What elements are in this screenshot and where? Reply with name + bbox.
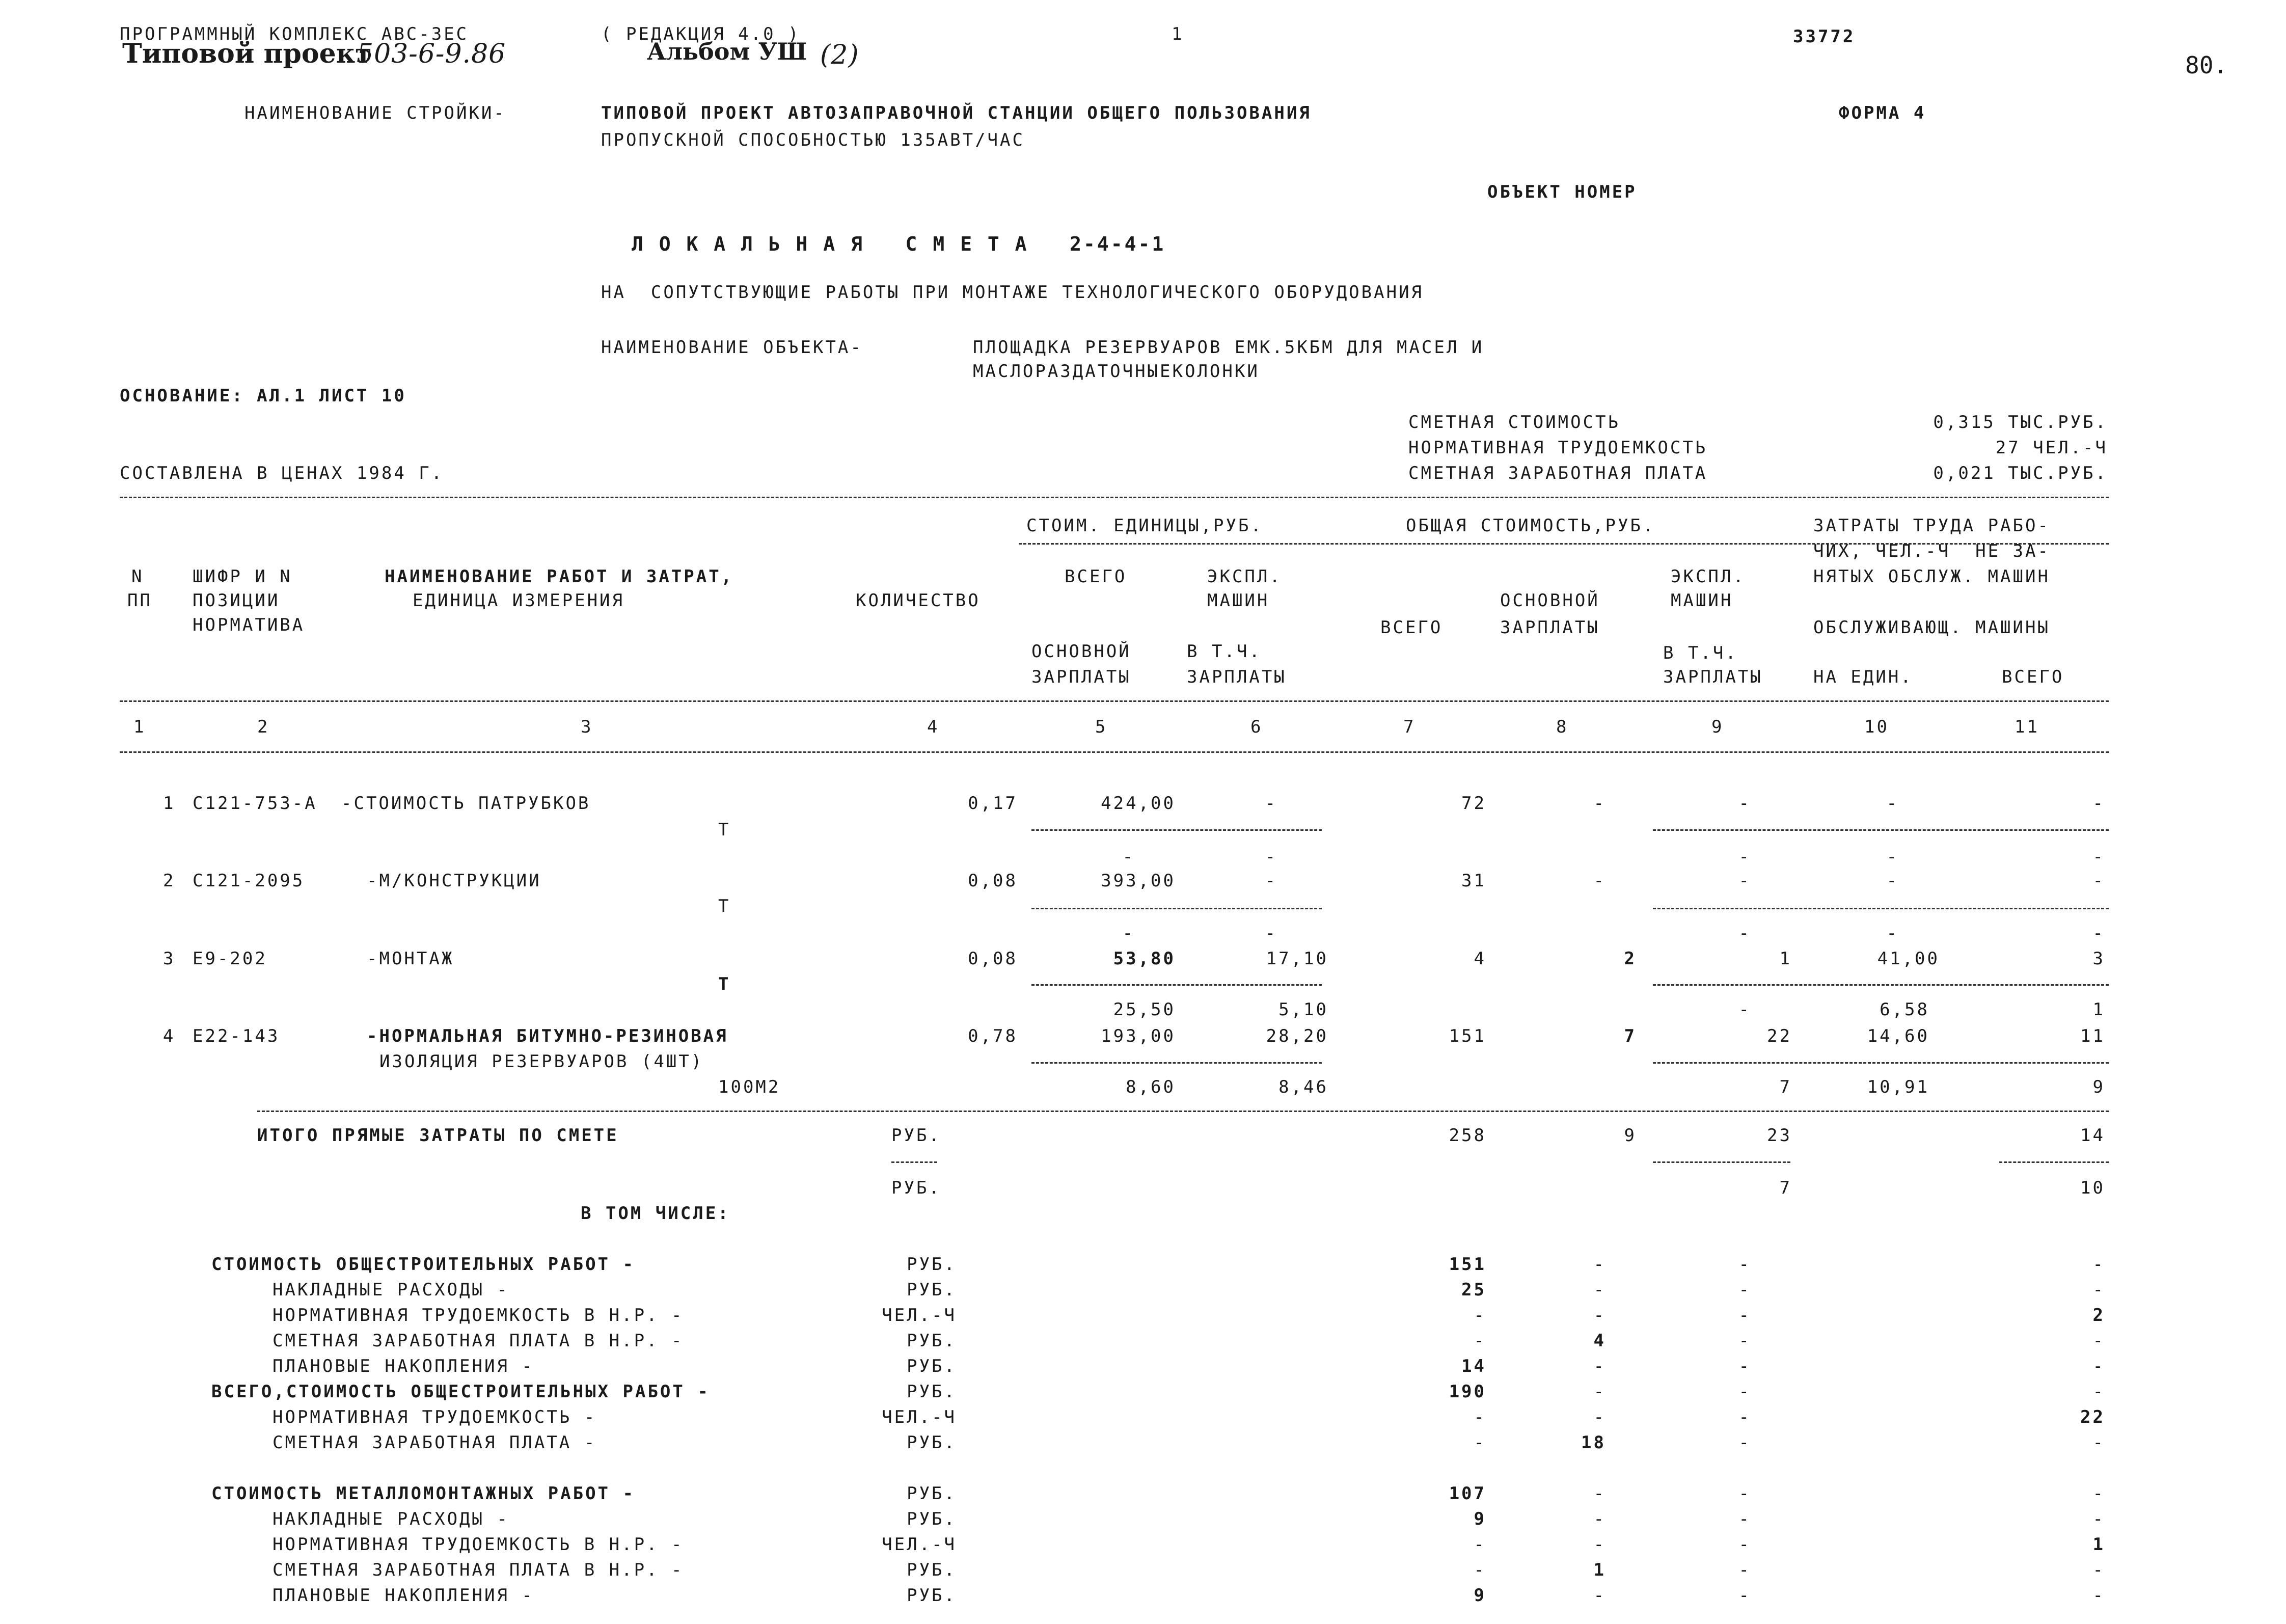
- row-unit-wages: -: [1122, 923, 1135, 943]
- row-subrule: [1031, 984, 1322, 986]
- row-total-wages: 7: [1624, 1026, 1637, 1046]
- row-unit-total: 53,80: [1113, 949, 1176, 969]
- breakdown-unit: ЧЕЛ.-Ч: [882, 1534, 957, 1555]
- breakdown-unit: РУБ.: [907, 1585, 957, 1606]
- row-total: 151: [1449, 1026, 1486, 1046]
- breakdown-unit: РУБ.: [907, 1432, 957, 1453]
- colhead-labor-4: ОБСЛУЖИВАЮЩ. МАШИНЫ: [1813, 617, 2050, 638]
- summary-value: 0,021 ТЫС.РУБ.: [1933, 463, 2108, 483]
- colhead-total-machines: МАШИН: [1671, 590, 1733, 611]
- column-number: 3: [581, 717, 593, 737]
- breakdown-labor: 22: [2080, 1407, 2105, 1427]
- totals-subrule: [1999, 1161, 2109, 1163]
- breakdown-labor: -: [2092, 1432, 2105, 1453]
- row-name-2: ИЗОЛЯЦИЯ РЕЗЕРВУАРОВ (4ШТ): [379, 1051, 704, 1072]
- summary-value: 27 ЧЕЛ.-Ч: [1995, 438, 2108, 458]
- breakdown-label: НОРМАТИВНАЯ ТРУДОЕМКОСТЬ -: [273, 1407, 597, 1427]
- breakdown-total: -: [1474, 1331, 1486, 1351]
- row-unit-wages: 25,50: [1113, 999, 1176, 1020]
- breakdown-unit: РУБ.: [907, 1560, 957, 1580]
- row-subrule: [1653, 1062, 2109, 1064]
- row-unit: 100М2: [718, 1077, 781, 1097]
- row-labor-total: -: [2092, 871, 2105, 891]
- row-labor-unit: 14,60: [1867, 1026, 1929, 1046]
- breakdown-wages: -: [1593, 1534, 1606, 1555]
- breakdown-wages: -: [1593, 1356, 1606, 1376]
- breakdown-wages: -: [1593, 1509, 1606, 1529]
- column-number: 6: [1250, 717, 1263, 737]
- breakdown-label: НОРМАТИВНАЯ ТРУДОЕМКОСТЬ В Н.Р. -: [273, 1534, 684, 1555]
- summary-label: СМЕТНАЯ ЗАРАБОТНАЯ ПЛАТА: [1408, 463, 1708, 483]
- row-labor-total: 11: [2080, 1026, 2105, 1046]
- estimate-subject: НА СОПУТСТВУЮЩИЕ РАБОТЫ ПРИ МОНТАЖЕ ТЕХНОЛОГИЧЕСКОГО ОБОРУДОВАНИЯ: [601, 282, 1424, 303]
- project-number: 503-6-9.86: [357, 39, 506, 69]
- including-label: В ТОМ ЧИСЛЕ:: [581, 1203, 730, 1224]
- row-unit: Т: [718, 820, 731, 840]
- colhead-total-incl-wages: ЗАРПЛАТЫ: [1663, 667, 1763, 687]
- estimate-title: Л О К А Л Ь Н А Я С М Е Т А 2-4-4-1: [632, 233, 1166, 255]
- row-qty: 0,08: [968, 949, 1018, 969]
- object-name-line1: ПЛОЩАДКА РЕЗЕРВУАРОВ ЕМК.5КБМ ДЛЯ МАСЕЛ И: [973, 337, 1484, 358]
- row-name: -МОНТАЖ: [367, 949, 454, 969]
- breakdown-expl: -: [1738, 1407, 1751, 1427]
- prices-label: СОСТАВЛЕНА В ЦЕНАХ 1984 Г.: [120, 463, 444, 483]
- breakdown-total: -: [1474, 1305, 1486, 1325]
- edition-label: ( РЕДАКЦИЯ 4.0 ): [601, 24, 801, 44]
- document-number: 33772: [1793, 26, 1856, 47]
- object-name-line2: МАСЛОРАЗДАТОЧНЫЕКОЛОНКИ: [973, 361, 1260, 382]
- row-total-expl-wages: -: [1738, 999, 1751, 1020]
- row-total-expl: 22: [1767, 1026, 1792, 1046]
- column-number: 4: [927, 717, 940, 737]
- row-unit-expl-wages: -: [1265, 923, 1277, 943]
- row-code: Е9-202: [193, 949, 267, 969]
- breakdown-unit: РУБ.: [907, 1254, 957, 1275]
- column-number: 5: [1095, 717, 1108, 737]
- row-qty: 0,78: [968, 1026, 1018, 1046]
- colhead-code-2: ПОЗИЦИИ: [193, 590, 280, 611]
- breakdown-wages: 1: [1593, 1560, 1606, 1580]
- totals-wages: 9: [1624, 1125, 1637, 1146]
- totals-subrule: [891, 1161, 937, 1163]
- header-rule-bottom: [120, 700, 2109, 702]
- row-subrule: [1653, 984, 2109, 986]
- row-subrule: [1031, 829, 1322, 831]
- breakdown-wages: -: [1593, 1407, 1606, 1427]
- row-code: С121-753-А: [193, 793, 317, 814]
- breakdown-expl: -: [1738, 1331, 1751, 1351]
- basis-label: ОСНОВАНИЕ: АЛ.1 ЛИСТ 10: [120, 386, 406, 406]
- row-name: -М/КОНСТРУКЦИИ: [367, 871, 541, 891]
- row-name: -СТОИМОСТЬ ПАТРУБКОВ: [341, 793, 591, 814]
- breakdown-total: 25: [1461, 1280, 1486, 1300]
- project-label: Типовой проект: [122, 38, 372, 69]
- breakdown-expl: -: [1738, 1305, 1751, 1325]
- totals-subrule: [1653, 1161, 1790, 1163]
- breakdown-unit: РУБ.: [907, 1331, 957, 1351]
- row-labor-total-2: 1: [2092, 999, 2105, 1020]
- row-unit-total: 193,00: [1101, 1026, 1176, 1046]
- breakdown-labor: -: [2092, 1483, 2105, 1504]
- breakdown-wages: -: [1593, 1254, 1606, 1275]
- colhead-code-3: НОРМАТИВА: [193, 615, 305, 635]
- breakdown-label: ВСЕГО,СТОИМОСТЬ ОБЩЕСТРОИТЕЛЬНЫХ РАБОТ -: [211, 1382, 710, 1402]
- row-unit-expl-wages: -: [1265, 847, 1277, 867]
- row-total-wages: 2: [1624, 949, 1637, 969]
- breakdown-wages: -: [1593, 1280, 1606, 1300]
- row-number: 1: [163, 793, 176, 814]
- row-unit-wages: -: [1122, 847, 1135, 867]
- breakdown-wages: -: [1593, 1483, 1606, 1504]
- colhead-code-1: ШИФР И N: [193, 566, 292, 587]
- row-unit-total: 393,00: [1101, 871, 1176, 891]
- row-labor-total: 3: [2092, 949, 2105, 969]
- row-total-expl-wages: -: [1738, 847, 1751, 867]
- row-number: 2: [163, 871, 176, 891]
- colhead-unit-incl: В Т.Ч.: [1187, 641, 1262, 662]
- breakdown-expl: -: [1738, 1382, 1751, 1402]
- colhead-total-basic: ОСНОВНОЙ: [1500, 590, 1600, 611]
- breakdown-expl: -: [1738, 1356, 1751, 1376]
- row-labor-unit-2: -: [1886, 923, 1899, 943]
- totals-labor: 14: [2080, 1125, 2105, 1146]
- totals-unit-2: РУБ.: [891, 1178, 941, 1198]
- row-total: 4: [1474, 949, 1486, 969]
- form-label: ФОРМА 4: [1839, 103, 1926, 123]
- header-rule-top: [120, 497, 2109, 498]
- page-number: 1: [1172, 24, 1184, 44]
- summary-label: НОРМАТИВНАЯ ТРУДОЕМКОСТЬ: [1408, 438, 1708, 458]
- colhead-total-cost: ОБЩАЯ СТОИМОСТЬ,РУБ.: [1406, 516, 1655, 536]
- colhead-labor-1: ЗАТРАТЫ ТРУДА РАБО-: [1813, 516, 2050, 536]
- breakdown-expl: -: [1738, 1560, 1751, 1580]
- album-part: (2): [820, 40, 859, 70]
- totals-labor-2: 10: [2080, 1178, 2105, 1198]
- colhead-total-incl: В Т.Ч.: [1663, 643, 1738, 663]
- totals-expl: 23: [1767, 1125, 1792, 1146]
- breakdown-expl: -: [1738, 1280, 1751, 1300]
- colhead-unit-wages: ЗАРПЛАТЫ: [1031, 667, 1131, 687]
- breakdown-expl: -: [1738, 1534, 1751, 1555]
- row-unit-expl-wages: 8,46: [1278, 1077, 1328, 1097]
- object-number-label: ОБЪЕКТ НОМЕР: [1487, 182, 1637, 202]
- colhead-labor-total: ВСЕГО: [2002, 667, 2064, 687]
- row-unit-expl: -: [1265, 793, 1277, 814]
- breakdown-total: 151: [1449, 1254, 1486, 1275]
- breakdown-unit: РУБ.: [907, 1356, 957, 1376]
- row-labor-total-2: 9: [2092, 1077, 2105, 1097]
- colhead-pp: ПП: [127, 590, 152, 611]
- colhead-total-wages: ЗАРПЛАТЫ: [1500, 617, 1600, 638]
- column-number: 2: [257, 717, 270, 737]
- totals-label: ИТОГО ПРЯМЫЕ ЗАТРАТЫ ПО СМЕТЕ: [257, 1125, 619, 1146]
- breakdown-expl: -: [1738, 1254, 1751, 1275]
- row-unit: Т: [718, 896, 731, 916]
- breakdown-label: СТОИМОСТЬ МЕТАЛЛОМОНТАЖНЫХ РАБОТ -: [211, 1483, 635, 1504]
- colhead-unit-cost: СТОИМ. ЕДИНИЦЫ,РУБ.: [1026, 516, 1263, 536]
- breakdown-total: -: [1474, 1560, 1486, 1580]
- sheet-number: 80.: [2185, 51, 2228, 79]
- totals-unit: РУБ.: [891, 1125, 941, 1146]
- colhead-labor-2: ЧИХ, ЧЕЛ.-Ч НЕ ЗА-: [1813, 541, 2050, 561]
- row-labor-unit: 41,00: [1877, 949, 1940, 969]
- breakdown-labor: -: [2092, 1382, 2105, 1402]
- breakdown-label: НАКЛАДНЫЕ РАСХОДЫ -: [273, 1509, 509, 1529]
- breakdown-labor: 2: [2092, 1305, 2105, 1325]
- summary-value: 0,315 ТЫС.РУБ.: [1933, 412, 2108, 432]
- breakdown-total: 9: [1474, 1585, 1486, 1606]
- row-total-wages: -: [1593, 871, 1606, 891]
- program-line: ПРОГРАММНЫЙ КОМПЛЕКС АВС-ЗЕС: [120, 24, 469, 44]
- breakdown-label: НОРМАТИВНАЯ ТРУДОЕМКОСТЬ В Н.Р. -: [273, 1305, 684, 1325]
- row-total-expl-wages: 7: [1779, 1077, 1792, 1097]
- row-unit-expl: 17,10: [1266, 949, 1328, 969]
- breakdown-label: СМЕТНАЯ ЗАРАБОТНАЯ ПЛАТА -: [273, 1432, 597, 1453]
- breakdown-unit: РУБ.: [907, 1483, 957, 1504]
- row-unit-expl: -: [1265, 871, 1277, 891]
- row-unit: Т: [718, 974, 731, 994]
- row-total-wages: -: [1593, 793, 1606, 814]
- row-qty: 0,08: [968, 871, 1018, 891]
- colhead-unit-incl-wages: ЗАРПЛАТЫ: [1187, 667, 1287, 687]
- row-total-expl-wages: -: [1738, 923, 1751, 943]
- breakdown-wages: -: [1593, 1382, 1606, 1402]
- column-number: 1: [133, 717, 146, 737]
- column-numbers-rule: [120, 751, 2109, 753]
- row-labor-unit-2: 6,58: [1880, 999, 1929, 1020]
- breakdown-labor: -: [2092, 1560, 2105, 1580]
- totals-expl-wages: 7: [1779, 1178, 1792, 1198]
- row-total-expl: 1: [1779, 949, 1792, 969]
- breakdown-wages: -: [1593, 1305, 1606, 1325]
- construction-name-line1: ТИПОВОЙ ПРОЕКТ АВТОЗАПРАВОЧНОЙ СТАНЦИИ ОБЩЕГО ПОЛЬЗОВАНИЯ: [601, 103, 1312, 123]
- colhead-unit-total: ВСЕГО: [1065, 566, 1127, 587]
- breakdown-total: -: [1474, 1432, 1486, 1453]
- row-total: 31: [1461, 871, 1486, 891]
- breakdown-labor: -: [2092, 1356, 2105, 1376]
- row-code: С121-2095: [193, 871, 305, 891]
- breakdown-label: ПЛАНОВЫЕ НАКОПЛЕНИЯ -: [273, 1585, 534, 1606]
- breakdown-total: 190: [1449, 1382, 1486, 1402]
- breakdown-label: СМЕТНАЯ ЗАРАБОТНАЯ ПЛАТА В Н.Р. -: [273, 1331, 684, 1351]
- row-subrule: [1031, 1062, 1322, 1064]
- breakdown-wages: 4: [1593, 1331, 1606, 1351]
- row-labor-unit-2: -: [1886, 847, 1899, 867]
- colhead-total-expl: ЭКСПЛ.: [1671, 566, 1746, 587]
- colhead-name-2: ЕДИНИЦА ИЗМЕРЕНИЯ: [413, 590, 624, 611]
- colhead-labor-3: НЯТЫХ ОБСЛУЖ. МАШИН: [1813, 566, 2050, 587]
- row-unit-total: 424,00: [1101, 793, 1176, 814]
- row-labor-total-2: -: [2092, 923, 2105, 943]
- row-unit-expl-wages: 5,10: [1278, 999, 1328, 1020]
- breakdown-label: СТОИМОСТЬ ОБЩЕСТРОИТЕЛЬНЫХ РАБОТ -: [211, 1254, 635, 1275]
- colhead-unit-expl: ЭКСПЛ.: [1207, 566, 1282, 587]
- column-number: 9: [1711, 717, 1724, 737]
- row-number: 3: [163, 949, 176, 969]
- totals-total: 258: [1449, 1125, 1486, 1146]
- breakdown-expl: -: [1738, 1509, 1751, 1529]
- row-unit-expl: 28,20: [1266, 1026, 1328, 1046]
- breakdown-labor: -: [2092, 1509, 2105, 1529]
- colhead-total-all: ВСЕГО: [1380, 617, 1443, 638]
- breakdown-expl: -: [1738, 1432, 1751, 1453]
- row-subrule: [1031, 908, 1322, 909]
- breakdown-total: 9: [1474, 1509, 1486, 1529]
- row-total-expl: -: [1738, 793, 1751, 814]
- row-unit-wages: 8,60: [1126, 1077, 1176, 1097]
- object-label: НАИМЕНОВАНИЕ ОБЪЕКТА-: [601, 337, 863, 358]
- colhead-qty: КОЛИЧЕСТВО: [856, 590, 981, 611]
- summary-label: СМЕТНАЯ СТОИМОСТЬ: [1408, 412, 1620, 432]
- breakdown-total: -: [1474, 1407, 1486, 1427]
- row-name: -НОРМАЛЬНАЯ БИТУМНО-РЕЗИНОВАЯ: [367, 1026, 728, 1046]
- colhead-name-1: НАИМЕНОВАНИЕ РАБОТ И ЗАТРАТ,: [385, 566, 734, 587]
- column-number: 10: [1864, 717, 1889, 737]
- breakdown-unit: ЧЕЛ.-Ч: [882, 1305, 957, 1325]
- breakdown-label: НАКЛАДНЫЕ РАСХОДЫ -: [273, 1280, 509, 1300]
- row-labor-unit: -: [1886, 871, 1899, 891]
- construction-label: НАИМЕНОВАНИЕ СТРОЙКИ-: [244, 103, 506, 123]
- rows-end-rule: [257, 1111, 2109, 1112]
- breakdown-labor: -: [2092, 1585, 2105, 1606]
- breakdown-wages: -: [1593, 1585, 1606, 1606]
- album-label: Альбом УШ: [647, 38, 807, 65]
- breakdown-label: ПЛАНОВЫЕ НАКОПЛЕНИЯ -: [273, 1356, 534, 1376]
- row-labor-unit: -: [1886, 793, 1899, 814]
- colhead-labor-per-unit: НА ЕДИН.: [1813, 667, 1913, 687]
- row-number: 4: [163, 1026, 176, 1046]
- column-number: 8: [1556, 717, 1569, 737]
- breakdown-unit: РУБ.: [907, 1509, 957, 1529]
- breakdown-expl: -: [1738, 1585, 1751, 1606]
- breakdown-unit: ЧЕЛ.-Ч: [882, 1407, 957, 1427]
- row-labor-total-2: -: [2092, 847, 2105, 867]
- row-qty: 0,17: [968, 793, 1018, 814]
- breakdown-total: 14: [1461, 1356, 1486, 1376]
- column-number: 7: [1403, 717, 1416, 737]
- breakdown-labor: 1: [2092, 1534, 2105, 1555]
- breakdown-labor: -: [2092, 1254, 2105, 1275]
- breakdown-unit: РУБ.: [907, 1382, 957, 1402]
- row-labor-total: -: [2092, 793, 2105, 814]
- row-labor-unit-2: 10,91: [1867, 1077, 1929, 1097]
- breakdown-total: -: [1474, 1534, 1486, 1555]
- breakdown-expl: -: [1738, 1483, 1751, 1504]
- breakdown-wages: 18: [1581, 1432, 1606, 1453]
- column-number: 11: [2015, 717, 2039, 737]
- breakdown-labor: -: [2092, 1280, 2105, 1300]
- row-subrule: [1653, 908, 2109, 909]
- row-subrule: [1653, 829, 2109, 831]
- row-code: Е22-143: [193, 1026, 280, 1046]
- breakdown-unit: РУБ.: [907, 1280, 957, 1300]
- breakdown-total: 107: [1449, 1483, 1486, 1504]
- colhead-unit-basic: ОСНОВНОЙ: [1031, 641, 1131, 662]
- colhead-n: N: [131, 566, 144, 587]
- breakdown-labor: -: [2092, 1331, 2105, 1351]
- row-total-expl: -: [1738, 871, 1751, 891]
- breakdown-label: СМЕТНАЯ ЗАРАБОТНАЯ ПЛАТА В Н.Р. -: [273, 1560, 684, 1580]
- colhead-unit-machines: МАШИН: [1207, 590, 1270, 611]
- row-total: 72: [1461, 793, 1486, 814]
- construction-name-line2: ПРОПУСКНОЙ СПОСОБНОСТЬЮ 135АВТ/ЧАС: [601, 130, 1025, 150]
